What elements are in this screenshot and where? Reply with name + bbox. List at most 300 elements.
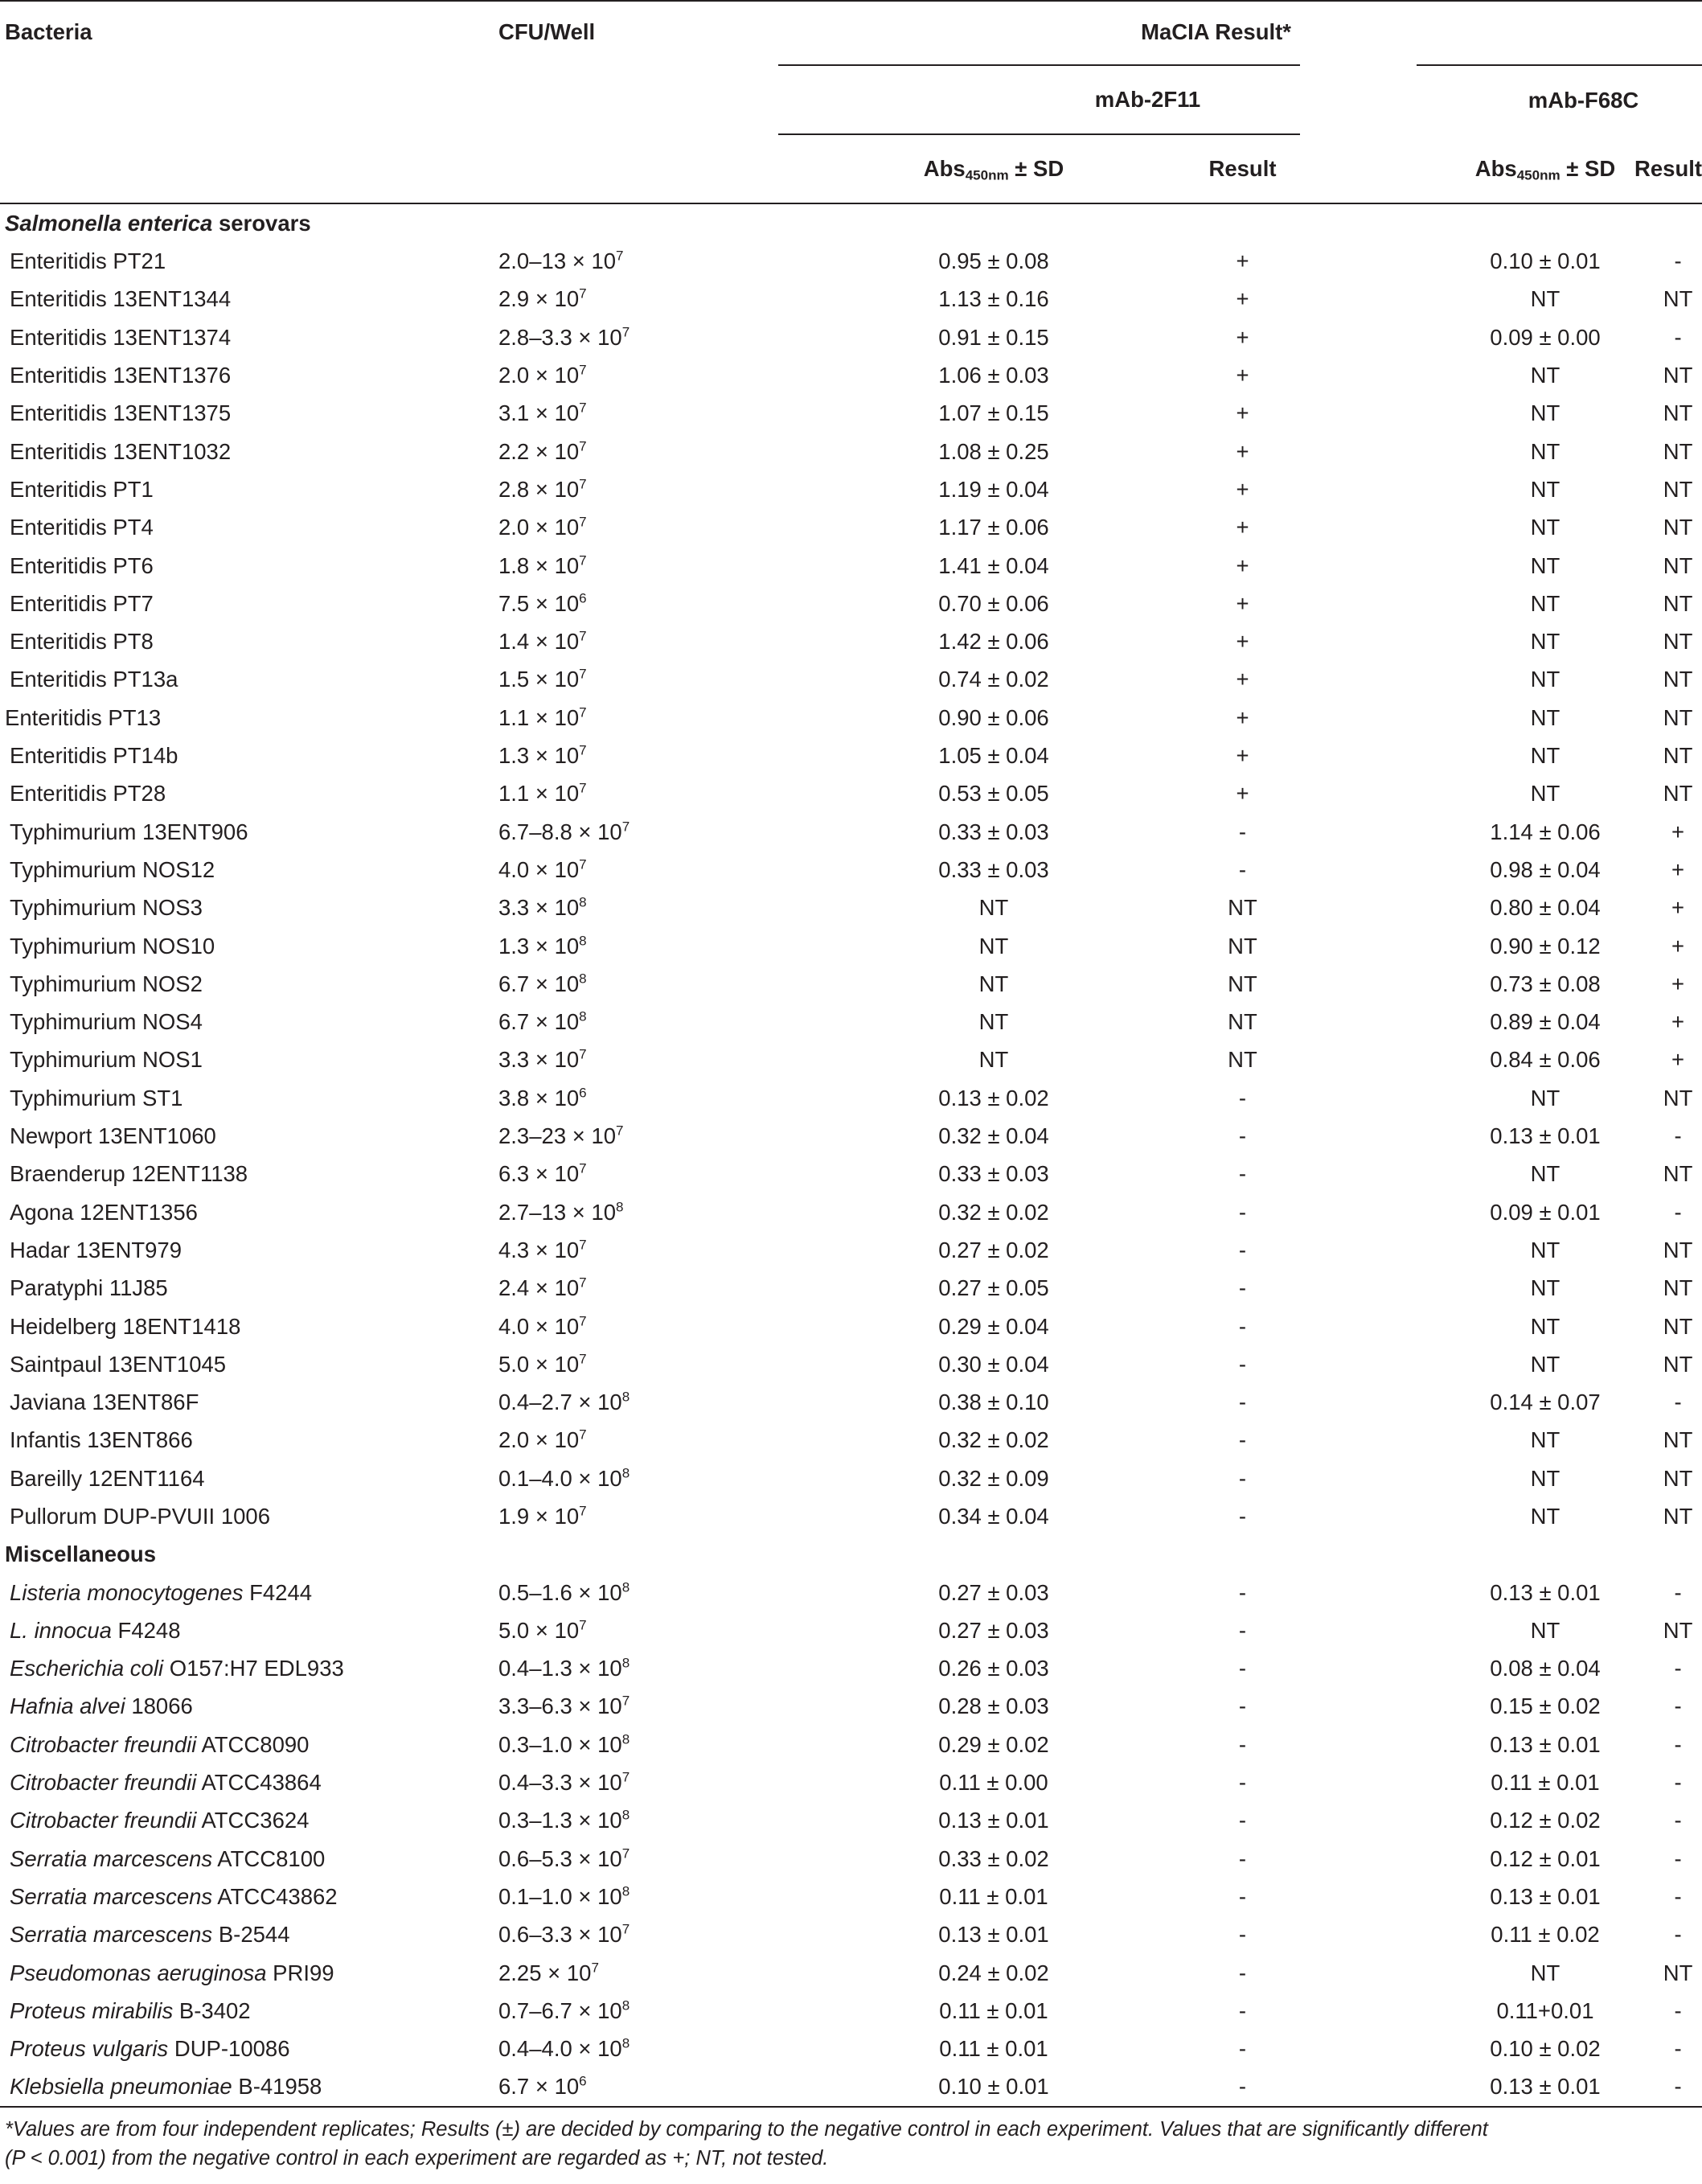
abs-label: Abs [1474,155,1517,181]
header-mab-f68c-label: mAb-F68C [1528,87,1639,113]
bacteria-name: Enteritidis 13ENT1032 [10,438,232,464]
bacteria-name: Enteritidis PT8 [10,629,154,655]
cell-bacteria [0,1459,481,1497]
header-mab-2f11 [778,65,1300,134]
result-f68c-value: NT [1663,1085,1693,1110]
table-row [0,547,1702,585]
cfu-base: 6.3 × 10 [498,1161,580,1187]
bacteria-name: Hadar 13ENT979 [10,1237,183,1262]
cell-gap [1300,1611,1417,1649]
cfu-base: 3.3 × 10 [498,1047,580,1073]
header-mab-f68c [1417,65,1702,134]
cell-cfu [481,1878,778,1915]
bacteria-species: Citrobacter freundii [10,1770,197,1796]
cfu-base: 2.0 × 10 [498,363,580,388]
cell-gap [1300,1801,1417,1839]
cell-cfu [481,1840,778,1878]
result-f68c-value: NT [1663,1237,1693,1262]
cell-cfu [481,1345,778,1383]
cell-abs-f68c: 0.09 ± 0.01 [1490,1199,1601,1225]
bacteria-name: Heidelberg 18ENT1418 [10,1313,241,1339]
cell-result-f68c [1626,737,1702,774]
cell-abs-2f11: 1.13 ± 0.16 [938,286,1049,312]
cell-result-2f11: + [1236,704,1249,730]
cell-bacteria [0,622,481,660]
cfu-base: 0.7–6.7 × 10 [498,1997,622,2023]
result-f68c-value: NT [1663,1313,1693,1339]
cfu-base: 1.5 × 10 [498,667,580,692]
result-f68c-value: - [1674,324,1682,350]
cfu-base: 6.7 × 10 [498,2074,580,2100]
cell-abs-2f11: 0.33 ± 0.03 [938,856,1049,882]
cell-result-f68c [1626,433,1702,470]
cell-gap [1300,1878,1417,1915]
result-f68c-value: NT [1663,629,1693,655]
cell-abs-f68c: NT [1530,1503,1561,1529]
cell-cfu [481,1193,778,1231]
result-f68c-value: NT [1663,1427,1693,1453]
cfu-base: 3.3–6.3 × 10 [498,1693,622,1719]
abs-subscript: 450nm [965,167,1009,183]
cfu-base: 1.9 × 10 [498,1503,580,1529]
bacteria-name: Enteritidis PT28 [10,781,166,807]
cell-gap [1300,927,1417,965]
bacteria-species: Pseudomonas aeruginosa [10,1960,267,1985]
cfu-exponent: 7 [579,1351,587,1367]
cell-result-f68c [1626,1003,1702,1041]
result-f68c-value: + [1671,819,1685,844]
cell-abs-f68c: 0.12 ± 0.02 [1490,1808,1601,1833]
cell-abs-f68c: NT [1530,363,1561,388]
table-row [0,1574,1702,1611]
cell-gap [1300,1193,1417,1231]
cell-result-2f11: - [1238,1085,1247,1110]
cell-gap [1300,508,1417,546]
table-row [0,470,1702,508]
cell-cfu [481,813,778,851]
cell-result-2f11: - [1238,1427,1247,1453]
cfu-base: 6.7 × 10 [498,971,580,996]
cfu-base: 2.9 × 10 [498,286,580,312]
cell-bacteria [0,547,481,585]
table-row [0,1003,1702,1041]
cell-gap [1300,2068,1417,2107]
cell-gap [1300,394,1417,432]
cfu-base: 0.5–1.6 × 10 [498,1579,622,1605]
cell-abs-f68c: 0.11 ± 0.02 [1491,1922,1600,1948]
table-row [0,1193,1702,1231]
cfu-exponent: 7 [579,1160,587,1176]
cell-gap [1300,242,1417,280]
section-row [0,203,1702,242]
cell-result-f68c [1626,242,1702,280]
bacteria-strain: B-41958 [232,2074,322,2100]
cell-result-f68c [1626,927,1702,965]
cfu-base: 4.0 × 10 [498,1313,580,1339]
bacteria-strain: B-2544 [212,1922,290,1948]
table-row [0,965,1702,1003]
cell-result-f68c [1626,1649,1702,1687]
table-row [0,1497,1702,1535]
cell-result-f68c [1626,622,1702,660]
bacteria-name: Infantis 13ENT866 [10,1427,193,1453]
cell-result-2f11: - [1238,1617,1247,1643]
cell-result-2f11: - [1238,1997,1247,2023]
cell-bacteria [0,1155,481,1193]
footnote-line-1: *Values are from four independent replicates; Results (±) are decided by comparing to the negative control in each experiment. Values that are significantly different [5,2118,1488,2141]
table-row [0,813,1702,851]
cell-cfu [481,1459,778,1497]
cfu-base: 3.1 × 10 [498,400,580,426]
table-row [0,1079,1702,1117]
cell-abs-2f11: NT [978,1047,1009,1073]
cell-result-2f11: - [1238,1656,1247,1681]
cell-result-f68c [1626,1954,1702,1992]
result-f68c-value: - [1674,1693,1682,1719]
cell-abs-2f11: 0.34 ± 0.04 [938,1503,1049,1529]
cell-abs-2f11: 0.11 ± 0.01 [939,2036,1048,2062]
cell-abs-2f11: 0.11 ± 0.01 [939,1997,1048,2023]
cell-result-f68c [1626,1422,1702,1459]
cell-abs-f68c: 0.84 ± 0.06 [1490,1047,1601,1073]
cell-result-f68c [1626,1726,1702,1763]
cell-abs-2f11: 0.30 ± 0.04 [938,1351,1049,1377]
header-mab-2f11-label: mAb-2F11 [1094,87,1201,113]
cfu-exponent: 8 [621,1997,630,2014]
table-row [0,1308,1702,1345]
cell-cfu [481,1611,778,1649]
cell-abs-2f11: 0.29 ± 0.02 [938,1731,1049,1757]
result-f68c-value: NT [1663,552,1693,578]
table-row [0,394,1702,432]
cell-abs-f68c: NT [1530,515,1561,540]
cfu-exponent: 7 [579,1617,587,1633]
cell-bacteria [0,1269,481,1307]
cell-cfu [481,281,778,318]
cell-result-f68c [1626,2030,1702,2067]
cell-gap [1300,813,1417,851]
cell-abs-2f11: 0.13 ± 0.02 [938,1085,1049,1110]
cell-bacteria [0,774,481,812]
cell-result-f68c [1626,2068,1702,2107]
cell-bacteria [0,242,481,280]
cell-abs-f68c: 0.08 ± 0.04 [1490,1656,1601,1681]
table-row [0,737,1702,774]
footnote-line-2: (P < 0.001) from the negative control in each experiment are regarded as +; NT, not tested. [5,2147,829,2170]
cell-bacteria [0,1840,481,1878]
bacteria-species: Serratia marcescens [10,1883,213,1909]
cell-cfu [481,433,778,470]
table-row [0,1155,1702,1193]
cell-abs-2f11: 1.41 ± 0.04 [938,552,1049,578]
cell-abs-f68c: 0.98 ± 0.04 [1490,856,1601,882]
cell-bacteria [0,1763,481,1801]
cell-bacteria [0,356,481,394]
cell-result-2f11: + [1236,515,1249,540]
table-row [0,1688,1702,1726]
cfu-base: 1.3 × 10 [498,933,580,959]
cfu-exponent: 8 [621,1731,630,1747]
table-row [0,699,1702,737]
cfu-exponent: 8 [579,1008,587,1024]
cell-gap [1300,1954,1417,1992]
cell-bacteria [0,585,481,622]
table-body [0,203,1702,2107]
cfu-base: 0.6–3.3 × 10 [498,1922,622,1948]
result-f68c-value: NT [1663,781,1693,807]
result-f68c-value: NT [1663,1617,1693,1643]
cfu-base: 5.0 × 10 [498,1617,580,1643]
result-f68c-value: NT [1663,1161,1693,1187]
cell-abs-f68c: NT [1530,1313,1561,1339]
bacteria-name: Typhimurium NOS3 [10,895,203,921]
cell-result-2f11: - [1238,1883,1247,1909]
cfu-exponent: 7 [579,1046,587,1062]
cell-result-2f11: - [1238,1465,1247,1491]
cell-abs-f68c: NT [1530,1275,1561,1301]
cell-abs-2f11: 1.17 ± 0.06 [938,515,1049,540]
cfu-base: 1.3 × 10 [498,743,580,769]
cell-cfu [481,1003,778,1041]
bacteria-name: Enteritidis PT13a [10,667,178,692]
cell-abs-2f11: 0.27 ± 0.03 [938,1579,1049,1605]
table-row [0,242,1702,280]
cell-bacteria [0,1688,481,1726]
cell-cfu [481,1763,778,1801]
section-title [0,1535,1702,1573]
cell-abs-f68c: NT [1530,1161,1561,1187]
cell-gap [1300,1726,1417,1763]
cell-cfu [481,394,778,432]
abs-sd-label: ± SD [1008,156,1064,182]
cell-abs-f68c: 1.14 ± 0.06 [1490,819,1601,844]
table-row [0,1117,1702,1155]
cell-result-f68c [1626,1193,1702,1231]
cell-gap [1300,585,1417,622]
bacteria-species: Listeria monocytogenes [10,1579,244,1605]
header-abs-f68c [1417,134,1626,203]
bacteria-strain: PRI99 [266,1960,334,1985]
cell-abs-f68c: NT [1530,629,1561,655]
cell-bacteria [0,1193,481,1231]
result-f68c-value: - [1674,1808,1682,1833]
cell-gap [1300,1003,1417,1041]
cell-gap [1300,1840,1417,1878]
cell-bacteria [0,1422,481,1459]
cell-cfu [481,508,778,546]
cell-gap [1300,737,1417,774]
cfu-base: 2.7–13 × 10 [498,1199,617,1225]
cell-result-2f11: NT [1228,1047,1257,1073]
bacteria-name: Enteritidis PT14b [10,743,178,769]
cell-abs-2f11: NT [978,933,1009,959]
result-f68c-value: + [1671,933,1685,959]
cell-result-2f11: + [1236,590,1249,616]
cell-abs-2f11: 1.06 ± 0.03 [938,363,1049,388]
cfu-base: 1.1 × 10 [498,781,580,807]
cfu-exponent: 7 [579,400,587,416]
abs-subscript: 450nm [1516,167,1561,183]
cell-bacteria [0,1308,481,1345]
cell-bacteria [0,889,481,926]
cell-bacteria [0,508,481,546]
cell-gap [1300,965,1417,1003]
cfu-exponent: 8 [621,1883,630,1899]
cell-result-f68c [1626,661,1702,699]
cell-gap [1300,1117,1417,1155]
bacteria-name: Enteritidis PT1 [10,476,154,502]
bacteria-name: Enteritidis 13ENT1375 [10,400,232,426]
table-row [0,318,1702,356]
result-f68c-value: - [1674,1656,1682,1681]
bacteria-name: Enteritidis 13ENT1344 [10,286,232,312]
cell-cfu [481,1308,778,1345]
cell-abs-2f11: 0.27 ± 0.02 [938,1237,1049,1262]
cell-result-f68c [1626,1041,1702,1079]
cell-bacteria [0,965,481,1003]
bacteria-strain: ATCC8090 [196,1731,310,1757]
cell-result-f68c [1626,1688,1702,1726]
cell-cfu [481,1915,778,1953]
cell-cfu [481,1726,778,1763]
cell-bacteria [0,1992,481,2030]
cell-result-f68c [1626,1155,1702,1193]
header-cfu-well: CFU/Well [498,19,596,44]
table-row [0,1915,1702,1953]
cfu-exponent: 7 [579,514,587,530]
table-row [0,585,1702,622]
cell-abs-f68c: 0.80 ± 0.04 [1490,895,1601,921]
cell-result-2f11: + [1236,324,1249,350]
cell-bacteria [0,1611,481,1649]
cell-result-f68c [1626,1269,1702,1307]
cfu-exponent: 7 [621,1693,630,1709]
result-f68c-value: NT [1663,1960,1693,1985]
cell-cfu [481,1688,778,1726]
table-row [0,1992,1702,2030]
cell-result-2f11: + [1236,248,1249,274]
cell-result-f68c [1626,1611,1702,1649]
result-f68c-value: + [1671,971,1685,996]
bacteria-strain: ATCC8100 [212,1845,326,1871]
cfu-base: 2.4 × 10 [498,1275,580,1301]
result-f68c-value: NT [1663,590,1693,616]
abs-sd-label: ± SD [1560,155,1616,181]
cell-abs-f68c: 0.13 ± 0.01 [1417,2068,1626,2107]
cfu-exponent: 7 [579,1237,587,1253]
cell-bacteria [0,1801,481,1839]
cell-abs-f68c: NT [1530,1960,1561,1985]
bacteria-name: Braenderup 12ENT1138 [10,1161,248,1187]
bacteria-name: Agona 12ENT1356 [10,1199,198,1225]
cfu-base: 5.0 × 10 [498,1351,580,1377]
cell-abs-2f11: 0.90 ± 0.06 [938,704,1049,730]
cell-result-f68c [1626,585,1702,622]
bacteria-species: Klebsiella pneumoniae [10,2074,232,2100]
cell-abs-f68c: 0.15 ± 0.02 [1490,1693,1601,1719]
cell-result-2f11: + [1236,286,1249,312]
cell-result-f68c [1626,1801,1702,1839]
cell-gap [1300,661,1417,699]
header-bacteria: Bacteria [5,19,92,44]
cell-abs-f68c: 0.11 ± 0.01 [1491,1770,1600,1796]
cell-result-2f11: NT [1228,895,1257,921]
cell-bacteria [0,1915,481,1953]
bacteria-name: Enteritidis PT13 [5,704,162,730]
cell-result-2f11: - [1238,1275,1247,1301]
cell-abs-2f11: 0.70 ± 0.06 [938,590,1049,616]
table-row [0,1878,1702,1915]
cell-result-2f11: - [1238,1161,1247,1187]
cell-bacteria [0,1497,481,1535]
cell-result-2f11: + [1236,552,1249,578]
cfu-exponent: 7 [621,1921,630,1937]
cfu-base: 0.4–2.7 × 10 [498,1390,622,1415]
bacteria-name: Enteritidis PT4 [10,515,154,540]
result-f68c-value: - [1674,2036,1682,2062]
cell-cfu [481,242,778,280]
cell-bacteria [0,1726,481,1763]
cell-cfu [481,1954,778,1992]
bacteria-species: Escherichia coli [10,1656,164,1681]
result-f68c-value: - [1674,1390,1682,1415]
bacteria-name: Enteritidis 13ENT1376 [10,363,232,388]
cfu-exponent: 8 [621,1807,630,1823]
cell-result-2f11: - [1238,1960,1247,1985]
cell-abs-2f11: 0.29 ± 0.04 [938,1313,1049,1339]
cell-cfu [481,1041,778,1079]
cell-result-2f11: + [1236,363,1249,388]
cfu-exponent: 7 [579,285,587,302]
header-macia-result: MaCIA Result* [1141,19,1291,45]
cell-abs-f68c: NT [1530,400,1561,426]
bacteria-name: Typhimurium NOS4 [10,1009,203,1035]
bacteria-name: Newport 13ENT1060 [10,1123,216,1149]
table-row [0,661,1702,699]
abs-label: Abs [923,156,966,182]
cell-abs-2f11: 0.27 ± 0.05 [938,1275,1049,1301]
cell-gap [1300,1497,1417,1535]
cfu-exponent: 7 [616,248,624,264]
section-row [0,1535,1702,1573]
result-f68c-value: - [1674,1997,1682,2023]
cell-result-2f11: + [1236,400,1249,426]
cell-result-2f11: + [1236,476,1249,502]
cell-bacteria [0,2030,481,2067]
cfu-exponent: 7 [621,819,630,835]
cell-abs-2f11: 0.27 ± 0.03 [938,1617,1049,1643]
table-row [0,622,1702,660]
cell-gap [1300,433,1417,470]
cfu-base: 7.5 × 10 [498,590,580,616]
table-row [0,1611,1702,1649]
cell-result-f68c [1626,1117,1702,1155]
cell-gap [1300,1763,1417,1801]
bacteria-strain: ATCC43864 [196,1770,322,1796]
cfu-exponent: 7 [579,856,587,872]
cfu-exponent: 6 [579,590,587,606]
cell-cfu [481,774,778,812]
cfu-base: 2.0 × 10 [498,515,580,540]
cell-abs-f68c: NT [1530,1237,1561,1262]
section-title-text: Miscellaneous [5,1542,156,1567]
cell-result-f68c [1626,1497,1702,1535]
cell-abs-2f11: 0.24 ± 0.02 [938,1960,1049,1985]
cell-result-f68c [1626,470,1702,508]
cell-result-f68c [1626,699,1702,737]
cell-result-f68c [1626,965,1702,1003]
cell-abs-2f11: 0.53 ± 0.05 [938,781,1049,807]
